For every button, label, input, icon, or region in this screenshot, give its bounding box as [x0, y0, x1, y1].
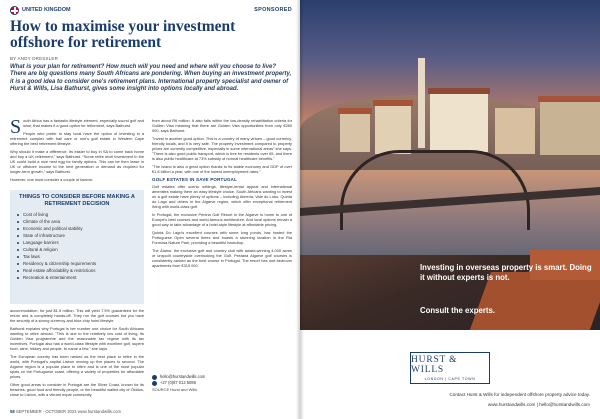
contact-phone: +27 (0)87 012 5098 — [160, 380, 196, 385]
phone-row — [152, 380, 292, 386]
region-text: UNITED KINGDOM — [22, 7, 71, 13]
paragraph: "Invest in another good option. This is a country of many virtues – good currency, friendly locals, and it is very safe. The property investment compared to property prices are currently competitive, especially in some international areas" she says. "There is also good public transport, which is free for residents over 65, and there is also public healthcare at 73% subsidy of normal healthcare benefits." — [152, 136, 293, 161]
list-item: Language barriers — [16, 239, 138, 246]
uk-flag-icon — [10, 6, 19, 15]
building — [375, 104, 411, 154]
column-1-top — [10, 118, 144, 185]
drop-cap: S — [10, 116, 22, 138]
page-gutter — [296, 0, 304, 419]
paragraph: "The island is also a great option thanks to its stable economy and GDP of over €1.8 billion a year, with one of the lowest unemployment rates." — [152, 164, 292, 174]
advert-links[interactable]: www.hurstandwills.com | hello@hurstandwills.com — [487, 402, 590, 407]
list-item: Economic and political stability — [16, 225, 138, 232]
article-headline: How to maximise your investment offshore for retirement — [10, 18, 236, 51]
standfirst: What is your plan for retirement? How much will you need and where will you choose to live? There are big questions many South Africans are pondering. When buying an investment property, it is a good idea to consider one's retirement plans. International property specialist and owner of Hurst & Wills, Lisa Bathurst, gives some insight into options locally and abroad. — [10, 64, 292, 93]
building — [540, 100, 600, 155]
issue-date: SEPTEMBER - OCTOBER 2023 — [15, 409, 77, 414]
page-number: 58 — [10, 409, 15, 414]
list-item: Recreation & entertainment — [16, 274, 138, 281]
building — [340, 112, 370, 152]
paragraph: Other good areas to consider in Portugal are the Silver Coast, known for its beaches, good food and friendly people, or the beautiful walled city of Óbidos, close to Lisbon, with a vibrant expat community. — [10, 382, 144, 397]
source-credit: SOURCE Hurst and Wills — [152, 387, 198, 392]
list-item: Residency & citizenship requirements — [16, 260, 138, 267]
page-header — [10, 4, 292, 16]
list-item: State of infrastructure — [16, 232, 138, 239]
advert-cta: Consult the experts. — [420, 306, 495, 315]
paragraph: from about R6 million. It also falls within the low-density rehabilitation criteria for Golden Visa meaning that there are Golden Visa opportunities from only €280 000, says Bathurst. — [152, 118, 292, 133]
region-label — [10, 6, 71, 15]
paragraph: Bathurst explains why Portugal is her number one choice for South Africans wanting to retire abroad. "This is due to the relatively low cost of living, its Golden Visa programme and the reasonable tax regime with its tax incentives. Portugal also has a world-class lifestyle with excellent golf, superb food, wine, history and people, to name a few," she says. — [10, 326, 144, 351]
roof — [538, 96, 600, 102]
byline: BY ANDY DRESSLER — [10, 56, 59, 61]
page-footer — [10, 409, 121, 414]
building — [495, 108, 535, 154]
clock-tower — [418, 58, 425, 148]
logo-name: HURST & WILLS — [411, 355, 458, 375]
bridge-arch — [340, 150, 530, 230]
column-1-bottom — [10, 308, 144, 400]
right-page-advert — [300, 0, 600, 419]
paragraph: The European country has been ranked as the best place to retire in the world, with Portugal's capital Lisbon moving up five places to second. The Algarve region is a popular place to retire and is one of the most popular spots on the Portuguese coast, offering a variety of properties for affordable prices. — [10, 354, 144, 379]
paragraph-text: outh Africa has a fantastic lifestyle element, especially sound golf and wine, that makes it a good option for retirement, says Bathurst. — [23, 118, 144, 128]
roof — [428, 88, 490, 94]
advert-contact-line: Contact Hurst & Wills for independent offshore property advice today. — [449, 392, 590, 397]
contact-block — [152, 374, 292, 393]
sponsored-label: SPONSORED — [254, 7, 292, 13]
column-2 — [152, 118, 292, 271]
cathedral — [430, 92, 488, 152]
footer-link[interactable]: www.hurstandwills.com — [77, 409, 121, 414]
considerations-box — [10, 190, 144, 304]
list-item: Climate of the area — [16, 218, 138, 225]
box-title: THINGS TO CONSIDER BEFORE MAKING A RETIREMENT DECISION — [19, 194, 135, 207]
paragraph: People who prefer to stay local have the option of investing in a retirement complex with frail care or one's golf estate in Western Cape offering the best retirement lifestyle. — [10, 131, 144, 146]
paragraph — [10, 116, 144, 138]
paragraph: The Álamo: the exclusive golf and country club with award-winning 4,000 acres of unspoilt countryside overlooking the Gulf. Pestana Algarve golf courses is consistently ranked as the best course in Portugal. The resort has one-bedroom apartments from €315 000. — [152, 248, 292, 268]
roof — [338, 108, 372, 114]
hurst-wills-logo — [410, 352, 490, 384]
paragraph: Quinta Do Lago's excellent courses with some long ponds, has hosted the Portuguese Open several times and boasts a stunning location in the Ria Formosa Nature Park, providing a beautiful backdrop. — [152, 230, 292, 245]
considerations-list — [16, 211, 138, 281]
advert-tagline: Investing in overseas property is smart. Doing it without experts is not. — [420, 263, 592, 282]
list-item: Tax laws — [16, 253, 138, 260]
section-subhead: GOLF ESTATES IN SAVE PORTUGAL — [152, 177, 238, 182]
logo-locations: LONDON | CAPE TOWN — [424, 377, 476, 381]
list-item: Real estate affordability & restrictions — [16, 267, 138, 274]
list-item: Cultural & religion — [16, 246, 138, 253]
email-icon — [152, 375, 157, 380]
roof — [373, 100, 413, 106]
contact-email[interactable]: hello@hurstandwills.com — [160, 374, 206, 379]
paragraph: In Portugal, the exclusive Penina Golf Resort in the Algarve is home to one of Europe's best courses and world-famous architecture. And local options remain a good way to take advantage of a hotel-style lifestyle at affordable pricing. — [152, 212, 292, 227]
paragraph: accommodation, for just $1.5 million. This will yield 7.5% guaranteed for the return and is completely hands-off. They run the golf courses but you have the security of a strong currency and blue-chip hotel lifestyle. — [10, 308, 144, 323]
list-item: Cost of living — [16, 211, 138, 218]
phone-icon — [152, 381, 157, 386]
paragraph: Why should it make a difference. Its easier to buy in SA to come back home and buy a UK retirement," says Bathurst. "Some retire level investment in the UK could build a nice nest egg for family options. This can be then lease in UK or offshore income to the next generation or demand as required for longer-term growth," says Bathurst. — [10, 149, 144, 174]
paragraph: However, one must consider a couple of factors: — [10, 177, 94, 182]
paragraph: Golf estates offer scenic settings, lifestyle-rental appeal and international amenities making them an easy lifestyle choice. South Africans wanting to invest on a golf estate have plenty of options – including Almeria, Vale do Lobo, Quinta do Lago and others in the Algarve region, which offer exceptional retirement living with world-class golf. — [152, 184, 292, 209]
